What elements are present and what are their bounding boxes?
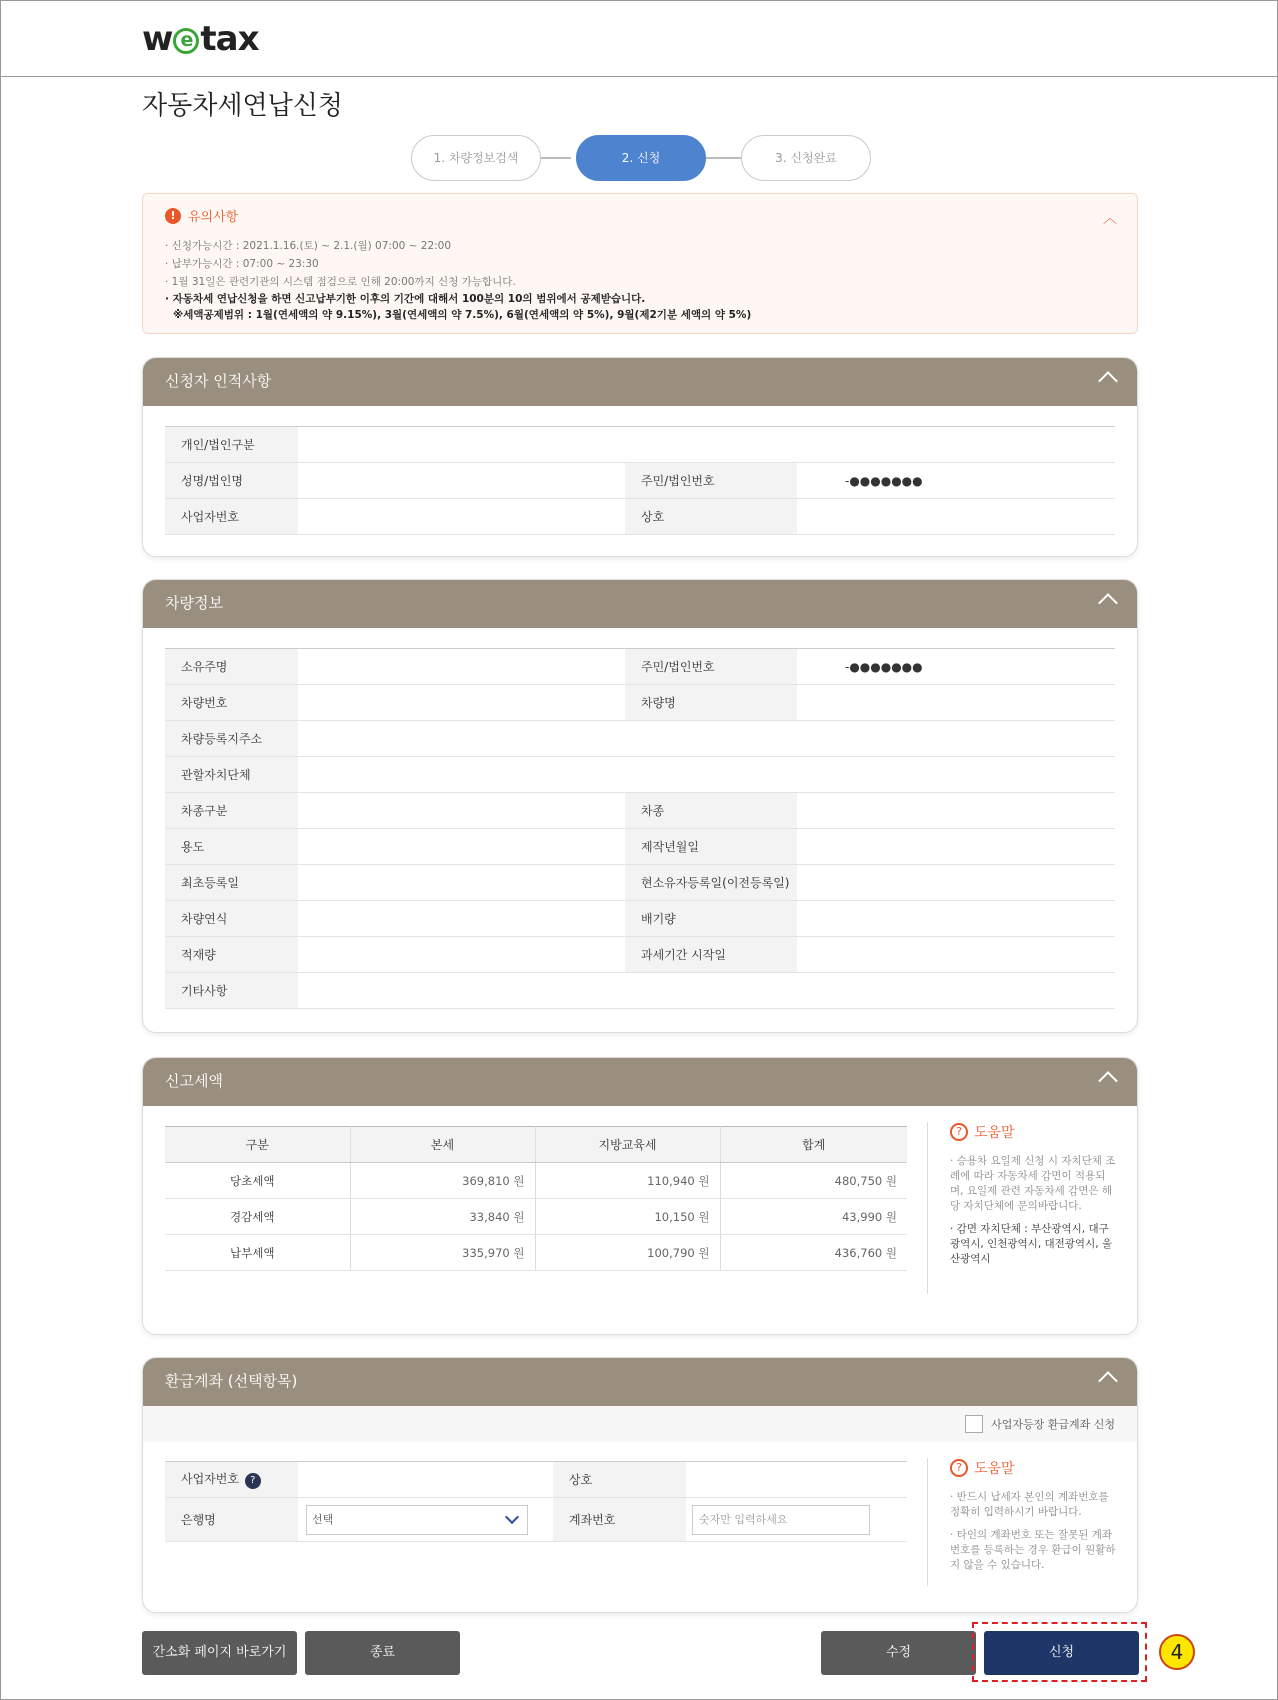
- field-label: 차량명: [625, 685, 797, 721]
- chevron-up-icon[interactable]: [1098, 1371, 1118, 1391]
- field-label: 기타사항: [165, 973, 298, 1009]
- table-cell: 33,840 원: [350, 1199, 535, 1235]
- notice-bold-line: · 자동차세 연납신청을 하면 신고납부기한 이후의 기간에 대해서 100분의 10의 범위에서 공제받습니다.: [165, 293, 646, 305]
- account-input[interactable]: 숫자만 입력하세요: [692, 1505, 870, 1535]
- bank-select[interactable]: 선택: [306, 1505, 528, 1535]
- column-header: 본세: [350, 1127, 535, 1163]
- tax-panel: [142, 1057, 1138, 1335]
- vehicle-table: [165, 648, 1115, 1009]
- table-cell: 당초세액: [165, 1163, 350, 1199]
- table-cell: 436,760 원: [720, 1235, 907, 1271]
- refund-panel: [142, 1357, 1138, 1613]
- step-2-active: 2. 신청: [576, 135, 706, 181]
- panel-title: 환급계좌 (선택항목): [165, 1372, 298, 1390]
- field-label: 계좌번호: [553, 1498, 686, 1542]
- wetax-logo[interactable]: w e tax: [142, 19, 259, 59]
- id-value: -●●●●●●●: [797, 649, 1115, 685]
- panel-title: 신고세액: [165, 1072, 223, 1090]
- column-header: 합계: [720, 1127, 907, 1163]
- field-label: 배기량: [625, 901, 797, 937]
- notice-line: · 1월 31일은 관련기관의 시스템 점검으로 인해 20:00까지 신청 가능합니다.: [165, 276, 516, 288]
- step-indicator: [411, 135, 871, 181]
- field-label: 상호: [625, 499, 797, 535]
- help-title: ? 도움말: [950, 1122, 1117, 1142]
- id-value: -●●●●●●●: [797, 463, 1115, 499]
- field-label: 용도: [165, 829, 298, 865]
- table-row: [165, 1199, 907, 1235]
- field-label: 주민/법인번호: [625, 649, 797, 685]
- page-title: 자동차세연납신청: [142, 91, 343, 121]
- field-label: 차종: [625, 793, 797, 829]
- column-header: 지방교육세: [535, 1127, 720, 1163]
- exit-button[interactable]: 종료: [305, 1631, 460, 1675]
- table-cell: 10,150 원: [535, 1199, 720, 1235]
- help-text: · 반드시 납세자 본인의 계좌번호를 정확히 입력하시기 바랍니다.: [950, 1491, 1109, 1518]
- table-cell: 43,990 원: [720, 1199, 907, 1235]
- field-label: 사업자번호 ?: [165, 1462, 298, 1498]
- step-connector: [701, 157, 741, 159]
- column-header: 구분: [165, 1127, 350, 1163]
- table-row: [165, 1163, 907, 1199]
- vehicle-panel: [142, 579, 1138, 1033]
- notice-line: · 신청가능시간 : 2021.1.16.(토) ~ 2.1.(월) 07:00 ~ 22:00: [165, 240, 452, 252]
- step-marker: 4: [1159, 1634, 1195, 1670]
- table-row: [165, 1235, 907, 1271]
- edit-button[interactable]: 수정: [821, 1631, 976, 1675]
- field-label: 관할자치단체: [165, 757, 298, 793]
- field-label: 성명/법인명: [165, 463, 298, 499]
- refund-checkbox[interactable]: [965, 1415, 983, 1433]
- field-label: 현소유자등록일(이전등록일): [625, 865, 797, 901]
- question-icon: ?: [950, 1123, 968, 1141]
- notice-title: 유의사항: [188, 210, 239, 225]
- help-text: · 승용차 요일제 신청 시 자치단체 조례에 따라 자동차세 감면이 적용되며, 요일제 관련 자동차세 감면은 해당 자치단체에 문의바랍니다.: [950, 1155, 1116, 1212]
- question-icon: ?: [950, 1459, 968, 1477]
- applicant-panel: [142, 357, 1138, 557]
- apply-button[interactable]: 신청: [984, 1631, 1139, 1675]
- field-label: 제작년월일: [625, 829, 797, 865]
- table-cell: 경감세액: [165, 1199, 350, 1235]
- panel-header[interactable]: [143, 580, 1137, 628]
- field-label: 최초등록일: [165, 865, 298, 901]
- field-label: 차량번호: [165, 685, 298, 721]
- refund-table: [165, 1461, 907, 1542]
- field-label: 차량연식: [165, 901, 298, 937]
- chevron-up-icon[interactable]: [1098, 1071, 1118, 1091]
- notice-box: [142, 193, 1138, 334]
- field-label: 사업자번호: [165, 499, 298, 535]
- table-cell: 납부세액: [165, 1235, 350, 1271]
- panel-header[interactable]: [143, 1358, 1137, 1406]
- help-title: ? 도움말: [950, 1458, 1117, 1478]
- simple-page-button[interactable]: 간소화 페이지 바로가기: [142, 1631, 297, 1675]
- field-label: 상호: [553, 1462, 686, 1498]
- help-box: [927, 1458, 1117, 1586]
- table-cell: 100,790 원: [535, 1235, 720, 1271]
- refund-checkbox-wrap[interactable]: [965, 1415, 1115, 1433]
- chevron-down-icon: [505, 1509, 519, 1523]
- field-label: 은행명: [165, 1498, 298, 1542]
- chevron-up-icon[interactable]: [1098, 593, 1118, 613]
- field-label: 과세기간 시작일: [625, 937, 797, 973]
- help-text: · 타인의 계좌번호 또는 잘못된 계좌번호를 등록하는 경우 환급이 원활하지 않을 수 있습니다.: [950, 1529, 1116, 1571]
- field-label: 소유주명: [165, 649, 298, 685]
- notice-header: [165, 206, 1115, 225]
- tax-table: [165, 1126, 907, 1271]
- step-1: 1. 차량정보검색: [411, 135, 541, 181]
- panel-title: 차량정보: [165, 594, 223, 612]
- top-bar: [1, 1, 1277, 77]
- field-label: 주민/법인번호: [625, 463, 797, 499]
- field-label: 적재량: [165, 937, 298, 973]
- panel-title: 신청자 인적사항: [165, 372, 272, 390]
- help-text: · 감면 자치단체 : 부산광역시, 대구광역시, 인천광역시, 대전광역시, 울산광역시: [950, 1223, 1113, 1265]
- checkbox-label: 사업자등장 환급계좌 신청: [991, 1418, 1115, 1431]
- table-cell: 480,750 원: [720, 1163, 907, 1199]
- panel-header[interactable]: [143, 358, 1137, 406]
- help-icon[interactable]: ?: [245, 1473, 261, 1489]
- applicant-table: [165, 426, 1115, 535]
- chevron-up-icon[interactable]: [1098, 371, 1118, 391]
- alert-icon: !: [165, 208, 181, 224]
- notice-line: · 납부가능시간 : 07:00 ~ 23:30: [165, 258, 319, 270]
- table-cell: 369,810 원: [350, 1163, 535, 1199]
- notice-bold-line: ※세액공제범위 : 1월(연세액의 약 9.15%), 3월(연세액의 약 7.5%), 6월(연세액의 약 5%), 9월(제2기분 세액의 약 5%): [173, 309, 752, 321]
- panel-header[interactable]: [143, 1058, 1137, 1106]
- checkbox-row: [143, 1406, 1137, 1442]
- table-cell: 110,940 원: [535, 1163, 720, 1199]
- field-label: 개인/법인구분: [165, 427, 298, 463]
- field-label: 차량등록지주소: [165, 721, 298, 757]
- help-box: [927, 1122, 1117, 1294]
- field-label: 차종구분: [165, 793, 298, 829]
- table-cell: 335,970 원: [350, 1235, 535, 1271]
- chevron-up-icon[interactable]: ︿: [1103, 211, 1117, 227]
- step-3: 3. 신청완료: [741, 135, 871, 181]
